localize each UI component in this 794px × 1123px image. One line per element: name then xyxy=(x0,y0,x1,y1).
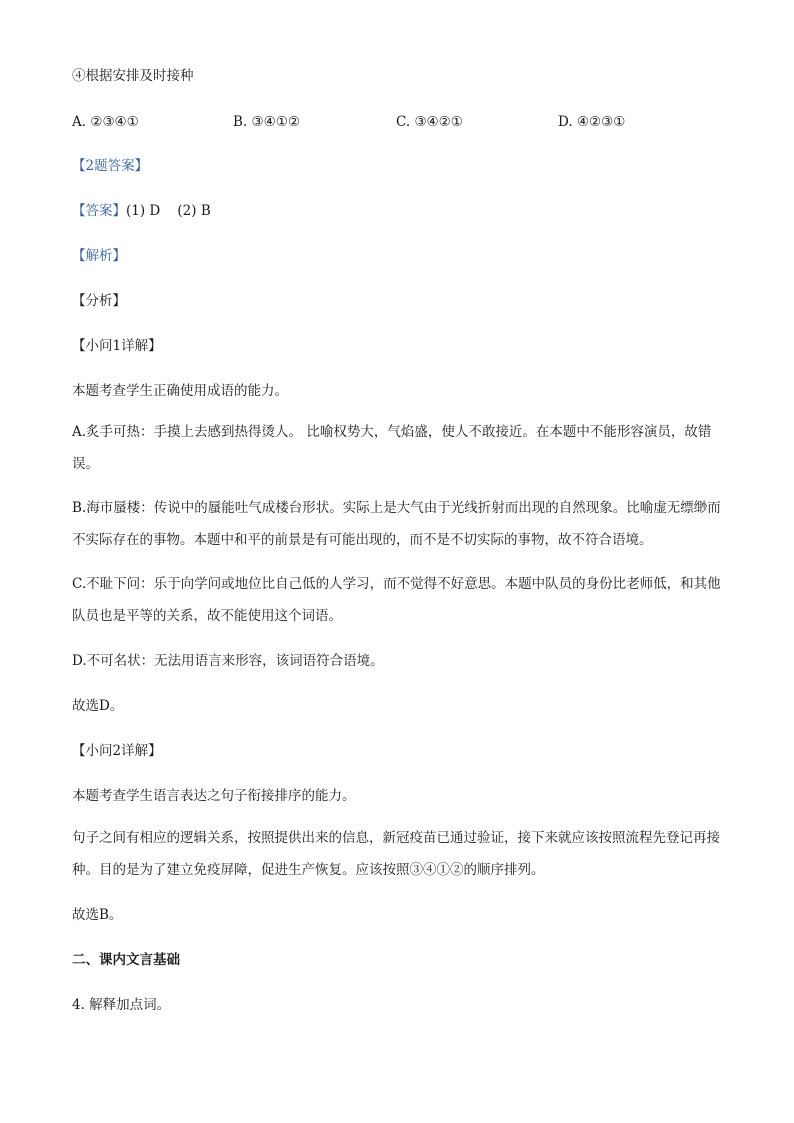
q1-option-a-explanation: A.炙手可热：手摸上去感到热得烫人。 比喻权势大，气焰盛，使人不敢接近。在本题中不能形容演员，故错误。 xyxy=(72,424,712,472)
option-d: D. ④②③① xyxy=(558,114,626,130)
q2-intro: 本题考查学生语言表达之句子衔接排序的能力。 xyxy=(72,788,356,804)
section-title: 二、课内文言基础 xyxy=(72,952,180,968)
q2-body: 句子之间有相应的逻辑关系，按照提供出来的信息，新冠疫苗已通过验证，接下来就应该按照流程先登记再接种。目的是为了建立免疫屏障，促进生产恢复。应该按照③④①②的顺序排列。 xyxy=(72,830,720,878)
answer-line xyxy=(72,201,211,221)
answer-options xyxy=(72,112,722,132)
answer-label: 【答案】 xyxy=(72,203,126,219)
q1-header: 【小问1详解】 xyxy=(72,338,162,354)
option-step-4: ④根据安排及时接种 xyxy=(72,68,194,84)
answer-text: (1) D (2) B xyxy=(126,203,211,219)
fenxi-header: 【分析】 xyxy=(72,293,126,309)
q1-intro: 本题考查学生正确使用成语的能力。 xyxy=(72,383,288,399)
q2-header: 【小问2详解】 xyxy=(72,743,162,759)
option-a: A. ②③④① xyxy=(72,114,139,130)
option-b: B. ③④①② xyxy=(233,114,300,130)
q1-option-d-explanation: D.不可名状：无法用语言来形容，该词语符合语境。 xyxy=(72,653,384,669)
answer-header: 【2题答案】 xyxy=(72,158,149,174)
q1-option-b-explanation: B.海市蜃楼：传说中的蜃能吐气成楼台形状。实际上是大气由于光线折射而出现的自然现象。比喻虚无缥缈而不实际存在的事物。本题中和平的前景是有可能出现的，而不是不切实际的事物，故不符合语境。 xyxy=(72,500,721,548)
analysis-header: 【解析】 xyxy=(72,248,126,264)
option-c: C. ③④②① xyxy=(396,114,463,130)
question-4-title: 4. 解释加点词。 xyxy=(72,997,171,1013)
q1-conclusion: 故选D。 xyxy=(72,698,124,714)
q1-option-c-explanation: C.不耻下问：乐于向学问或地位比自己低的人学习，而不觉得不好意思。本题中队员的身份比老师低，和其他队员也是平等的关系，故不能使用这个词语。 xyxy=(72,576,721,624)
q2-conclusion: 故选B。 xyxy=(72,907,123,923)
